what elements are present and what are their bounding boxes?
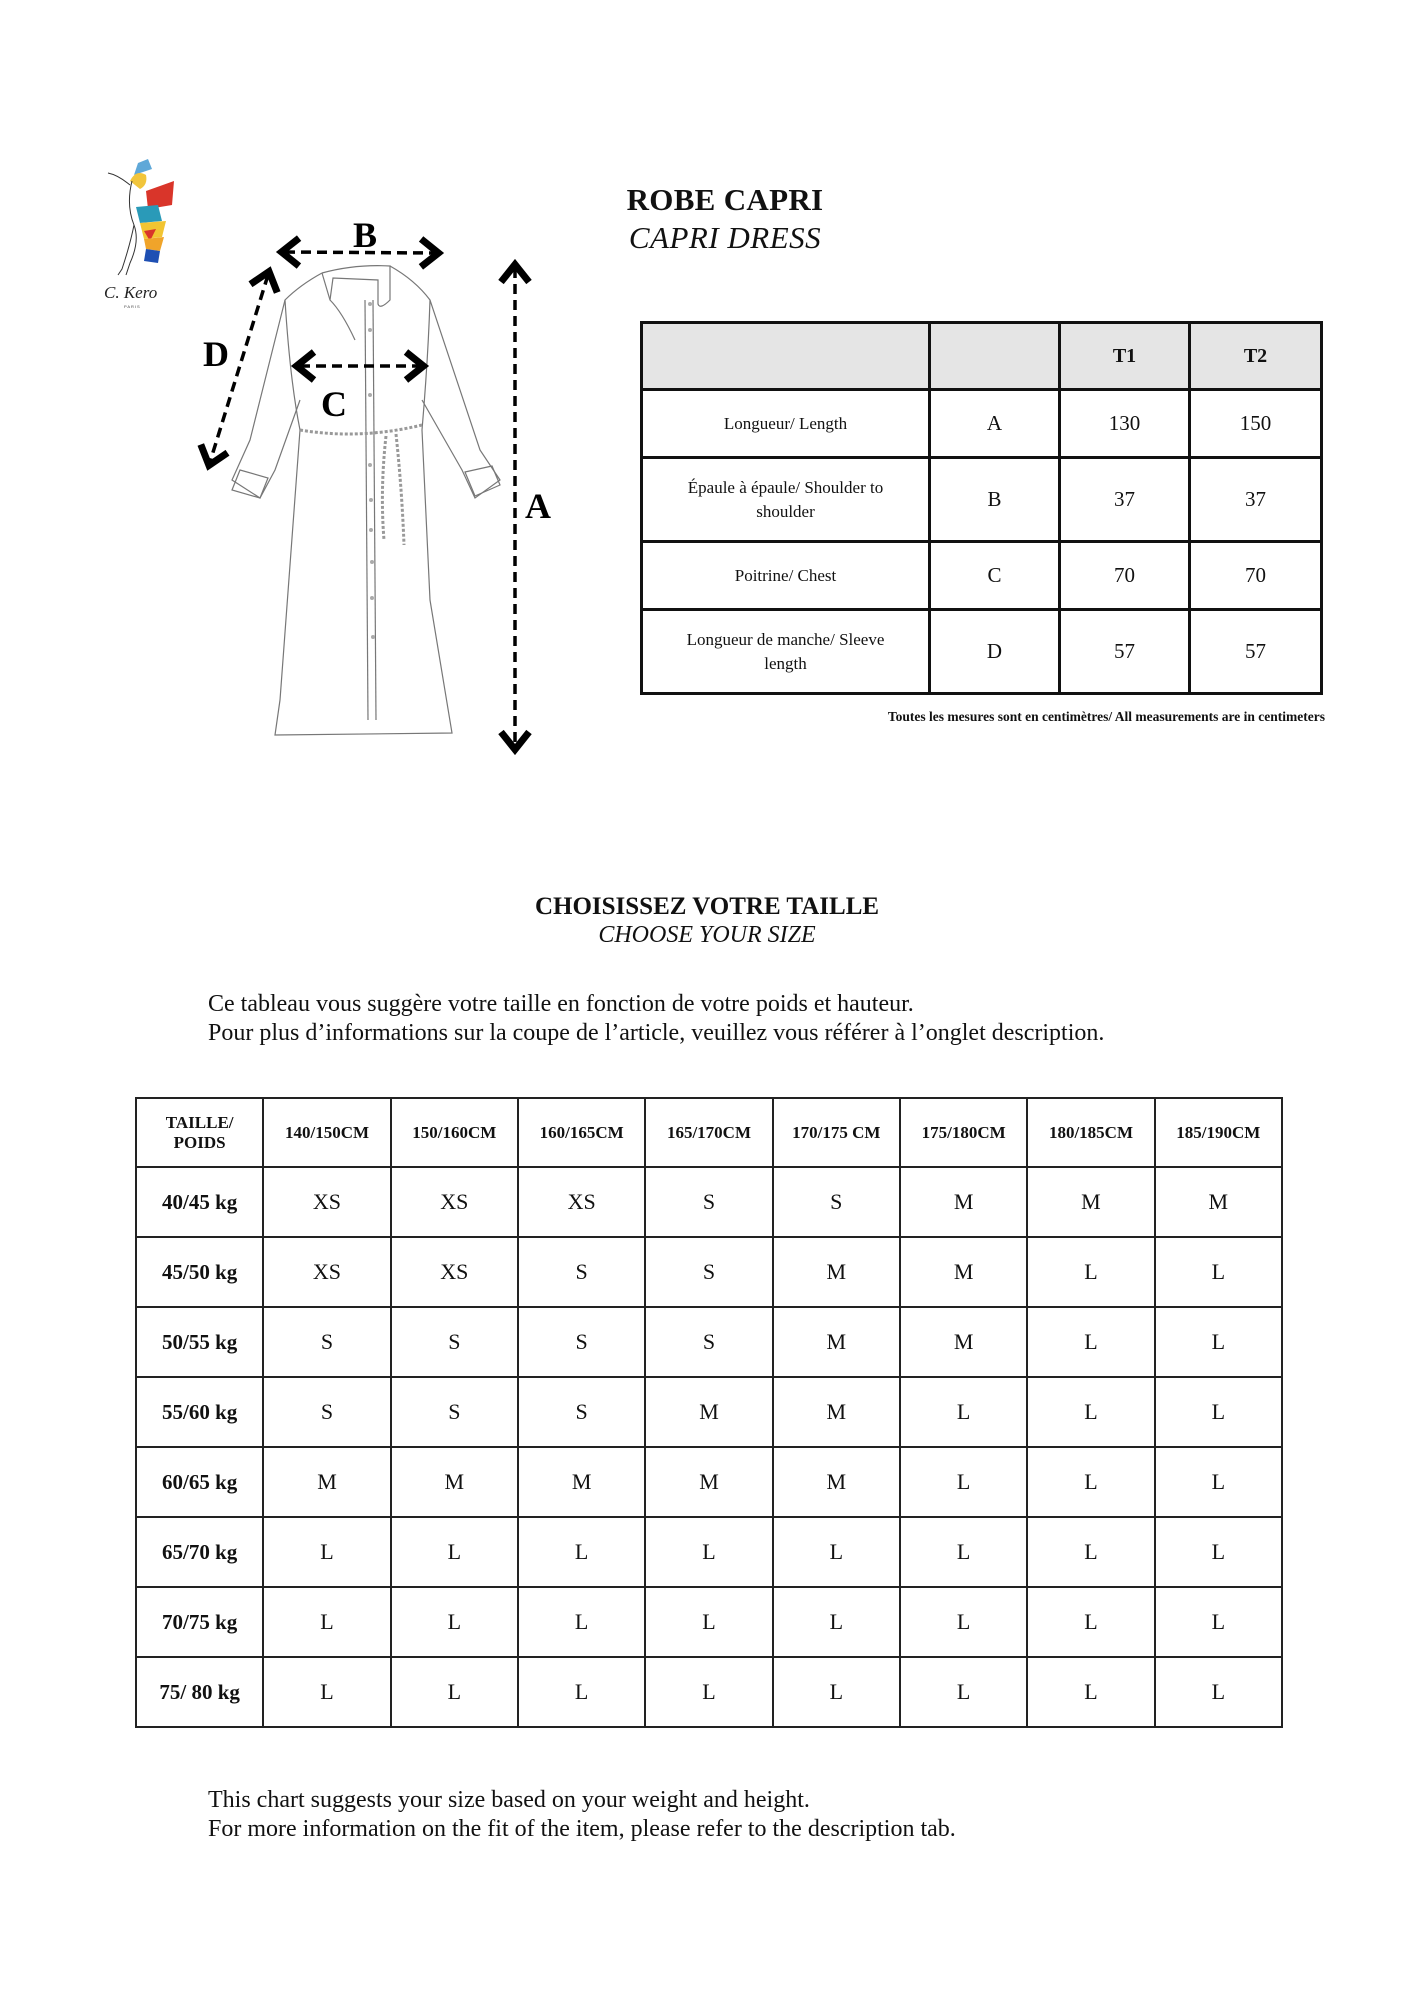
measurement-row: [642, 458, 1322, 542]
measurement-t2: 37: [1190, 458, 1322, 542]
size-cell: L: [1027, 1517, 1154, 1587]
measurement-row: [642, 542, 1322, 610]
choose-size-title-en: CHOOSE YOUR SIZE: [598, 922, 816, 948]
weight-header: 40/45 kg: [136, 1167, 263, 1237]
measurement-label: Longueur/ Length: [642, 390, 930, 458]
size-cell: M: [645, 1447, 772, 1517]
size-row: [136, 1237, 1282, 1307]
size-cell: S: [391, 1307, 518, 1377]
dimension-label-c: C: [321, 384, 347, 424]
measurement-code: C: [930, 542, 1060, 610]
size-row: [136, 1447, 1282, 1517]
size-cell: L: [1155, 1517, 1282, 1587]
measurement-t2: 150: [1190, 390, 1322, 458]
size-cell: L: [773, 1517, 900, 1587]
measurement-t2: 57: [1190, 610, 1322, 694]
dimension-label-d: D: [203, 334, 229, 374]
dancer-logo-icon: [100, 145, 180, 310]
size-cell: L: [391, 1587, 518, 1657]
size-row: [136, 1517, 1282, 1587]
product-title-fr: ROBE CAPRI: [626, 182, 824, 217]
size-cell: M: [900, 1167, 1027, 1237]
measurement-row: [642, 390, 1322, 458]
size-cell: L: [900, 1587, 1027, 1657]
size-row: [136, 1167, 1282, 1237]
size-cell: L: [263, 1517, 390, 1587]
header-t1: T1: [1060, 323, 1190, 390]
measurement-label: Longueur de manche/ Sleeve length: [642, 610, 930, 694]
intro-text-fr: [208, 990, 1358, 1048]
height-header: 160/165CM: [518, 1098, 645, 1167]
weight-header: 75/ 80 kg: [136, 1657, 263, 1727]
height-header: 140/150CM: [263, 1098, 390, 1167]
height-header: 175/180CM: [900, 1098, 1027, 1167]
corner-header: [136, 1098, 263, 1167]
size-cell: L: [645, 1587, 772, 1657]
outro-line-2: For more information on the fit of the item, please refer to the description tab.: [208, 1816, 956, 1842]
size-cell: L: [900, 1517, 1027, 1587]
measurements-header-row: [642, 323, 1322, 390]
size-header-row: [136, 1098, 1282, 1167]
size-cell: M: [773, 1237, 900, 1307]
size-cell: M: [391, 1447, 518, 1517]
size-cell: L: [773, 1657, 900, 1727]
header-empty-label: [642, 323, 930, 390]
size-cell: S: [518, 1377, 645, 1447]
dress-measurement-diagram: [190, 200, 570, 760]
weight-header: 70/75 kg: [136, 1587, 263, 1657]
size-cell: L: [645, 1657, 772, 1727]
intro-line-1: Ce tableau vous suggère votre taille en fonction de votre poids et hauteur.: [208, 991, 914, 1017]
corner-header-line-1: TAILLE/: [165, 1112, 234, 1132]
measurement-code: D: [930, 610, 1060, 694]
size-cell: M: [1027, 1167, 1154, 1237]
size-cell: S: [263, 1307, 390, 1377]
header-empty-code: [930, 323, 1060, 390]
svg-text:C. Kero: C. Kero: [104, 283, 158, 302]
height-header: 165/170CM: [645, 1098, 772, 1167]
outro-text-en: [208, 1786, 1358, 1844]
measurement-label: Épaule à épaule/ Shoulder to shoulder: [642, 458, 930, 542]
size-cell: M: [263, 1447, 390, 1517]
size-cell: M: [773, 1447, 900, 1517]
size-cell: L: [1155, 1377, 1282, 1447]
size-cell: L: [1027, 1237, 1154, 1307]
size-cell: L: [1027, 1657, 1154, 1727]
size-cell: L: [1027, 1377, 1154, 1447]
measurement-row: [642, 610, 1322, 694]
size-cell: M: [773, 1307, 900, 1377]
size-cell: L: [391, 1517, 518, 1587]
size-cell: L: [1155, 1237, 1282, 1307]
weight-header: 45/50 kg: [136, 1237, 263, 1307]
measurement-t1: 130: [1060, 390, 1190, 458]
size-cell: XS: [263, 1167, 390, 1237]
height-header: 150/160CM: [391, 1098, 518, 1167]
size-cell: L: [263, 1657, 390, 1727]
height-header: 170/175 CM: [773, 1098, 900, 1167]
size-cell: S: [518, 1237, 645, 1307]
height-header: 185/190CM: [1155, 1098, 1282, 1167]
size-cell: L: [1027, 1587, 1154, 1657]
choose-size-title-fr: CHOISISSEZ VOTRE TAILLE: [534, 893, 880, 920]
size-cell: M: [1155, 1167, 1282, 1237]
size-cell: L: [518, 1657, 645, 1727]
weight-header: 50/55 kg: [136, 1307, 263, 1377]
size-cell: L: [1155, 1307, 1282, 1377]
size-cell: L: [1155, 1587, 1282, 1657]
size-cell: XS: [263, 1237, 390, 1307]
size-cell: L: [900, 1377, 1027, 1447]
size-cell: M: [900, 1237, 1027, 1307]
size-cell: S: [773, 1167, 900, 1237]
size-cell: S: [263, 1377, 390, 1447]
size-row: [136, 1307, 1282, 1377]
size-cell: L: [518, 1587, 645, 1657]
svg-text:PARIS: PARIS: [124, 304, 141, 309]
size-cell: XS: [391, 1237, 518, 1307]
size-cell: M: [773, 1377, 900, 1447]
intro-line-2: Pour plus d’informations sur la coupe de l’article, veuillez vous référer à l’onglet description.: [208, 1020, 1105, 1046]
size-cell: S: [391, 1377, 518, 1447]
measurements-unit-note: Toutes les mesures sont en centimètres/ All measurements are in centimeters: [887, 709, 1325, 724]
dimension-label-a: A: [525, 486, 551, 526]
size-cell: S: [518, 1307, 645, 1377]
measurement-code: B: [930, 458, 1060, 542]
measurement-t1: 57: [1060, 610, 1190, 694]
size-cell: L: [391, 1657, 518, 1727]
size-cell: M: [518, 1447, 645, 1517]
weight-header: 55/60 kg: [136, 1377, 263, 1447]
brand-logo: [100, 145, 180, 310]
size-cell: S: [645, 1237, 772, 1307]
size-cell: L: [645, 1517, 772, 1587]
weight-header: 60/65 kg: [136, 1447, 263, 1517]
size-cell: S: [645, 1307, 772, 1377]
size-cell: L: [263, 1587, 390, 1657]
size-cell: L: [900, 1447, 1027, 1517]
size-cell: L: [1155, 1657, 1282, 1727]
size-row: [136, 1657, 1282, 1727]
measurement-code: A: [930, 390, 1060, 458]
dress-sketch-icon: [190, 200, 570, 760]
size-cell: S: [645, 1167, 772, 1237]
size-cell: L: [773, 1587, 900, 1657]
dimension-label-b: B: [353, 215, 378, 255]
height-header: 180/185CM: [1027, 1098, 1154, 1167]
corner-header-line-2: POIDS: [173, 1132, 226, 1152]
size-cell: M: [645, 1377, 772, 1447]
size-cell: L: [1027, 1307, 1154, 1377]
measurement-t1: 37: [1060, 458, 1190, 542]
size-row: [136, 1587, 1282, 1657]
measurements-table: [640, 321, 1323, 695]
measurement-t1: 70: [1060, 542, 1190, 610]
measurement-t2: 70: [1190, 542, 1322, 610]
measurement-label: Poitrine/ Chest: [642, 542, 930, 610]
header-t2: T2: [1190, 323, 1322, 390]
size-cell: M: [900, 1307, 1027, 1377]
outro-line-1: This chart suggests your size based on your weight and height.: [208, 1787, 810, 1813]
size-cell: XS: [518, 1167, 645, 1237]
size-chart-table: [135, 1097, 1283, 1728]
size-row: [136, 1377, 1282, 1447]
size-cell: L: [1155, 1447, 1282, 1517]
size-cell: XS: [391, 1167, 518, 1237]
size-cell: L: [1027, 1447, 1154, 1517]
product-title-en: CAPRI DRESS: [628, 220, 822, 255]
weight-header: 65/70 kg: [136, 1517, 263, 1587]
size-cell: L: [518, 1517, 645, 1587]
size-cell: L: [900, 1657, 1027, 1727]
